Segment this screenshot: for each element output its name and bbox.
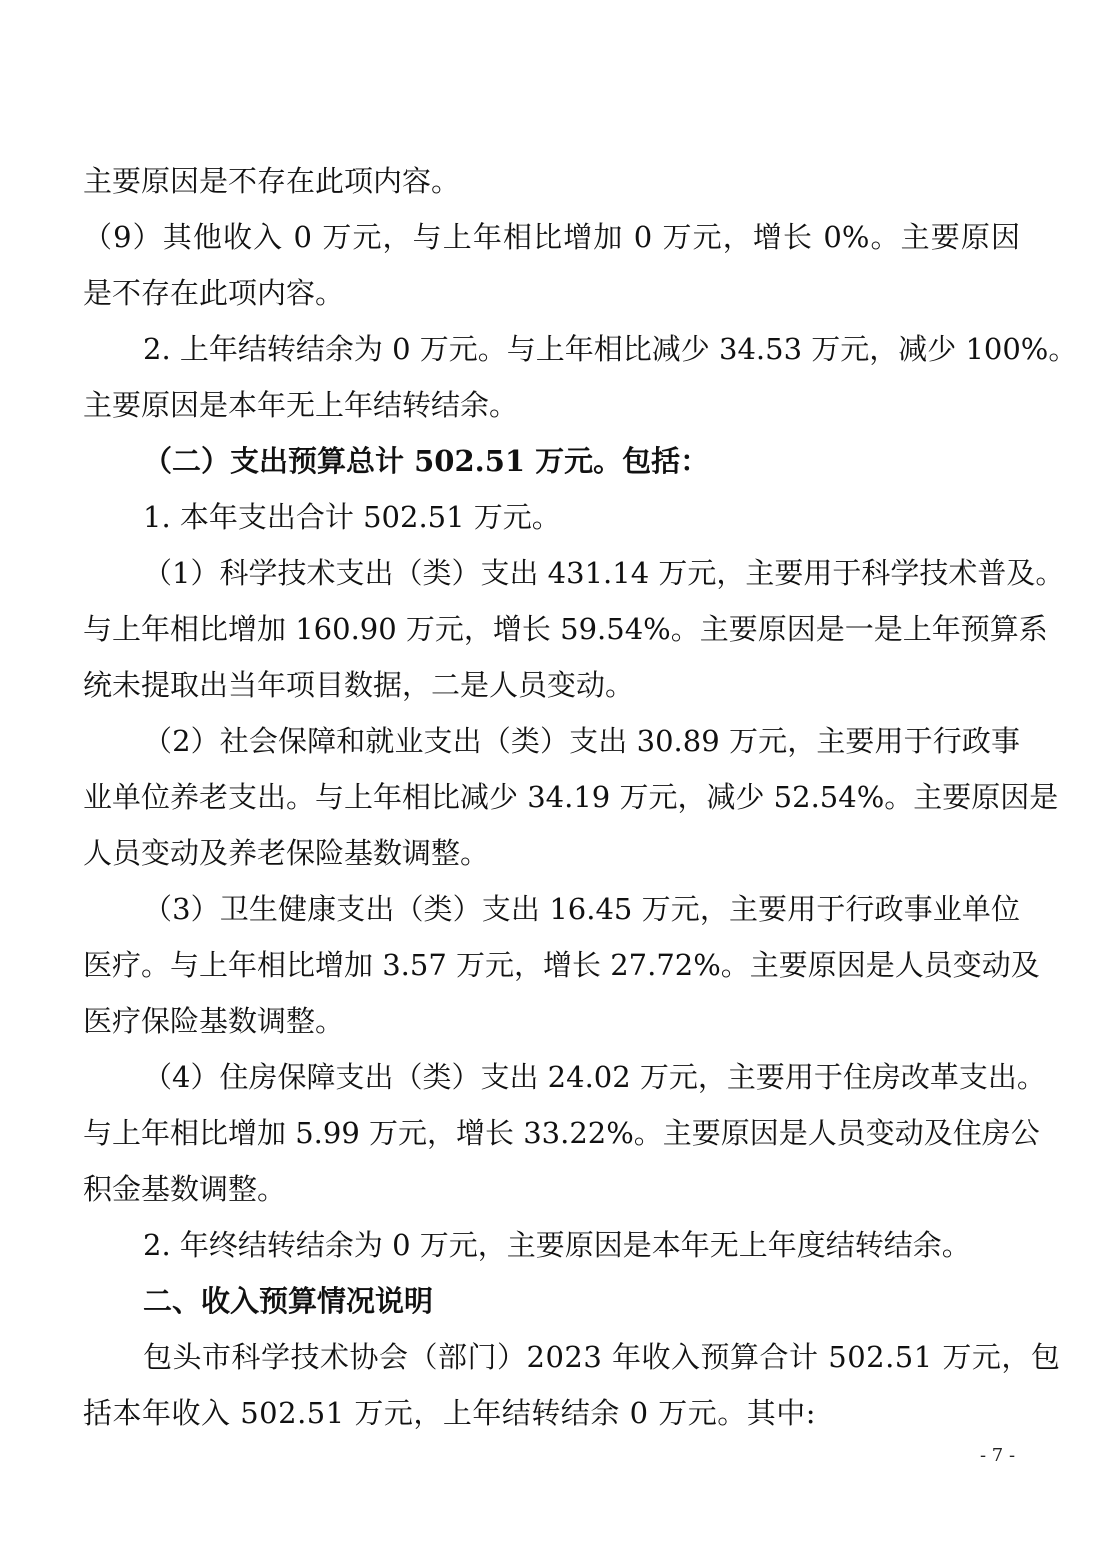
paragraph-line-1: 主要原因是不存在此项内容。 [83, 164, 461, 198]
paragraph-line-23: 括本年收入 502.51 万元，上年结转结余 0 万元。其中: [83, 1396, 817, 1430]
paragraph-line-10: 统未提取出当年项目数据，二是人员变动。 [83, 668, 635, 702]
paragraph-line-17: （4）住房保障支出（类）支出 24.02 万元，主要用于住房改革支出。 [143, 1060, 1046, 1094]
paragraph-line-22: 包头市科学技术协会（部门）2023 年收入预算合计 502.51 万元，包 [143, 1340, 1061, 1374]
paragraph-line-2: （9）其他收入 0 万元，与上年相比增加 0 万元，增长 0%。主要原因 [83, 220, 1020, 254]
paragraph-line-16: 医疗保险基数调整。 [83, 1004, 345, 1038]
paragraph-line-4: 2. 上年结转结余为 0 万元。与上年相比减少 34.53 万元，减少 100%。 [143, 332, 1078, 366]
page-number: - 7 - [980, 1445, 1016, 1466]
paragraph-line-13: 人员变动及养老保险基数调整。 [83, 836, 490, 870]
paragraph-line-11: （2）社会保障和就业支出（类）支出 30.89 万元，主要用于行政事 [143, 724, 1020, 758]
paragraph-line-12: 业单位养老支出。与上年相比减少 34.19 万元，减少 52.54%。主要原因是 [83, 780, 1059, 814]
paragraph-line-18: 与上年相比增加 5.99 万元，增长 33.22%。主要原因是人员变动及住房公 [83, 1116, 1040, 1150]
paragraph-line-19: 积金基数调整。 [83, 1172, 287, 1206]
paragraph-line-3: 是不存在此项内容。 [83, 276, 345, 310]
paragraph-line-5: 主要原因是本年无上年结转结余。 [83, 388, 519, 422]
section-heading-income: 二、收入预算情况说明 [143, 1284, 434, 1318]
paragraph-line-20: 2. 年终结转结余为 0 万元，主要原因是本年无上年度结转结余。 [143, 1228, 971, 1262]
paragraph-line-15: 医疗。与上年相比增加 3.57 万元，增长 27.72%。主要原因是人员变动及 [83, 948, 1040, 982]
paragraph-line-7: 1. 本年支出合计 502.51 万元。 [143, 500, 561, 534]
paragraph-line-8: （1）科学技术支出（类）支出 431.14 万元，主要用于科学技术普及。 [143, 556, 1065, 590]
section-heading-expenditure: （二）支出预算总计 502.51 万元。包括： [143, 444, 710, 478]
paragraph-line-9: 与上年相比增加 160.90 万元，增长 59.54%。主要原因是一是上年预算系 [83, 612, 1048, 646]
paragraph-line-14: （3）卫生健康支出（类）支出 16.45 万元，主要用于行政事业单位 [143, 892, 1020, 926]
